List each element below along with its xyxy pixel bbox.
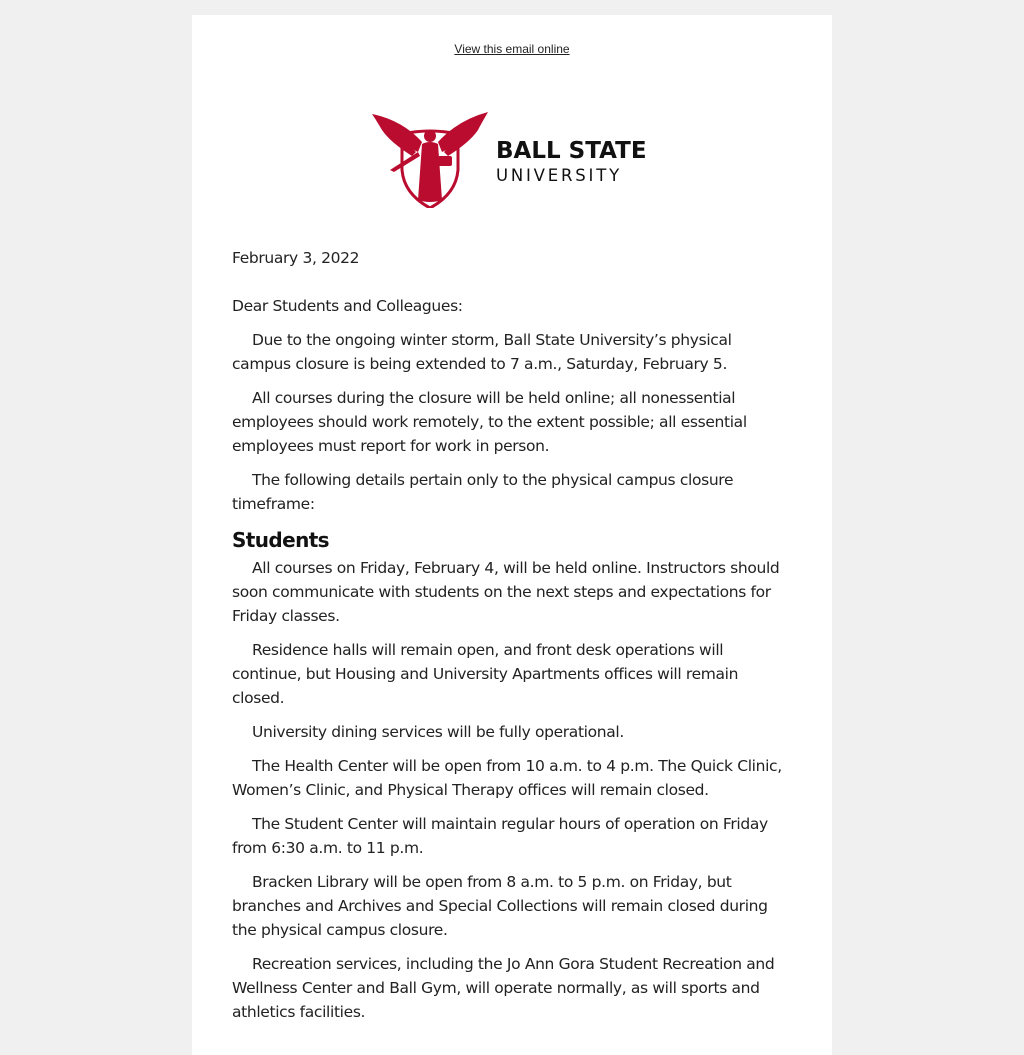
paragraph: All courses on Friday, February 4, will be held online. Instructors should soon communicate with students on the next steps and expectations for Friday classes.	[232, 559, 780, 625]
paragraph: All courses during the closure will be held online; all nonessential employees should work remotely, to the extent possible; all essential employees must report for work in person.	[232, 389, 747, 455]
paragraph: Residence halls will remain open, and front desk operations will continue, but Housing and University Apartments offices will remain closed.	[232, 641, 739, 707]
view-online-row	[192, 41, 832, 57]
letter-body	[232, 246, 792, 1034]
salutation: Dear Students and Colleagues:	[232, 297, 463, 315]
paragraph: Recreation services, including the Jo Ann Gora Student Recreation and Wellness Center and Ball Gym, will operate normally, as will sports and athletics facilities.	[232, 955, 775, 1021]
cardinal-shield-icon	[372, 112, 652, 208]
email-container	[192, 15, 832, 1055]
paragraph: University dining services will be fully operational.	[252, 723, 624, 741]
ball-state-logo	[372, 112, 652, 208]
paragraph: The Health Center will be open from 10 a.m. to 4 p.m. The Quick Clinic, Women’s Clinic, and Physical Therapy offices will remain closed.	[232, 757, 782, 799]
section-heading-students: Students	[232, 528, 329, 552]
paragraph: Due to the ongoing winter storm, Ball State University’s physical campus closure is being extended to 7 a.m., Saturday, February 5.	[232, 331, 732, 373]
paragraph: The following details pertain only to the physical campus closure timeframe:	[232, 471, 734, 513]
svg-text:BALL STATE: BALL STATE	[496, 138, 647, 164]
paragraph: The Student Center will maintain regular hours of operation on Friday from 6:30 a.m. to 11 p.m.	[232, 815, 768, 857]
paragraph: Bracken Library will be open from 8 a.m. to 5 p.m. on Friday, but branches and Archives and Special Collections will remain closed during the physical campus closure.	[232, 873, 768, 939]
view-online-link[interactable]: View this email online	[454, 42, 570, 56]
letter-date: February 3, 2022	[232, 249, 360, 267]
svg-text:UNIVERSITY: UNIVERSITY	[496, 166, 622, 185]
